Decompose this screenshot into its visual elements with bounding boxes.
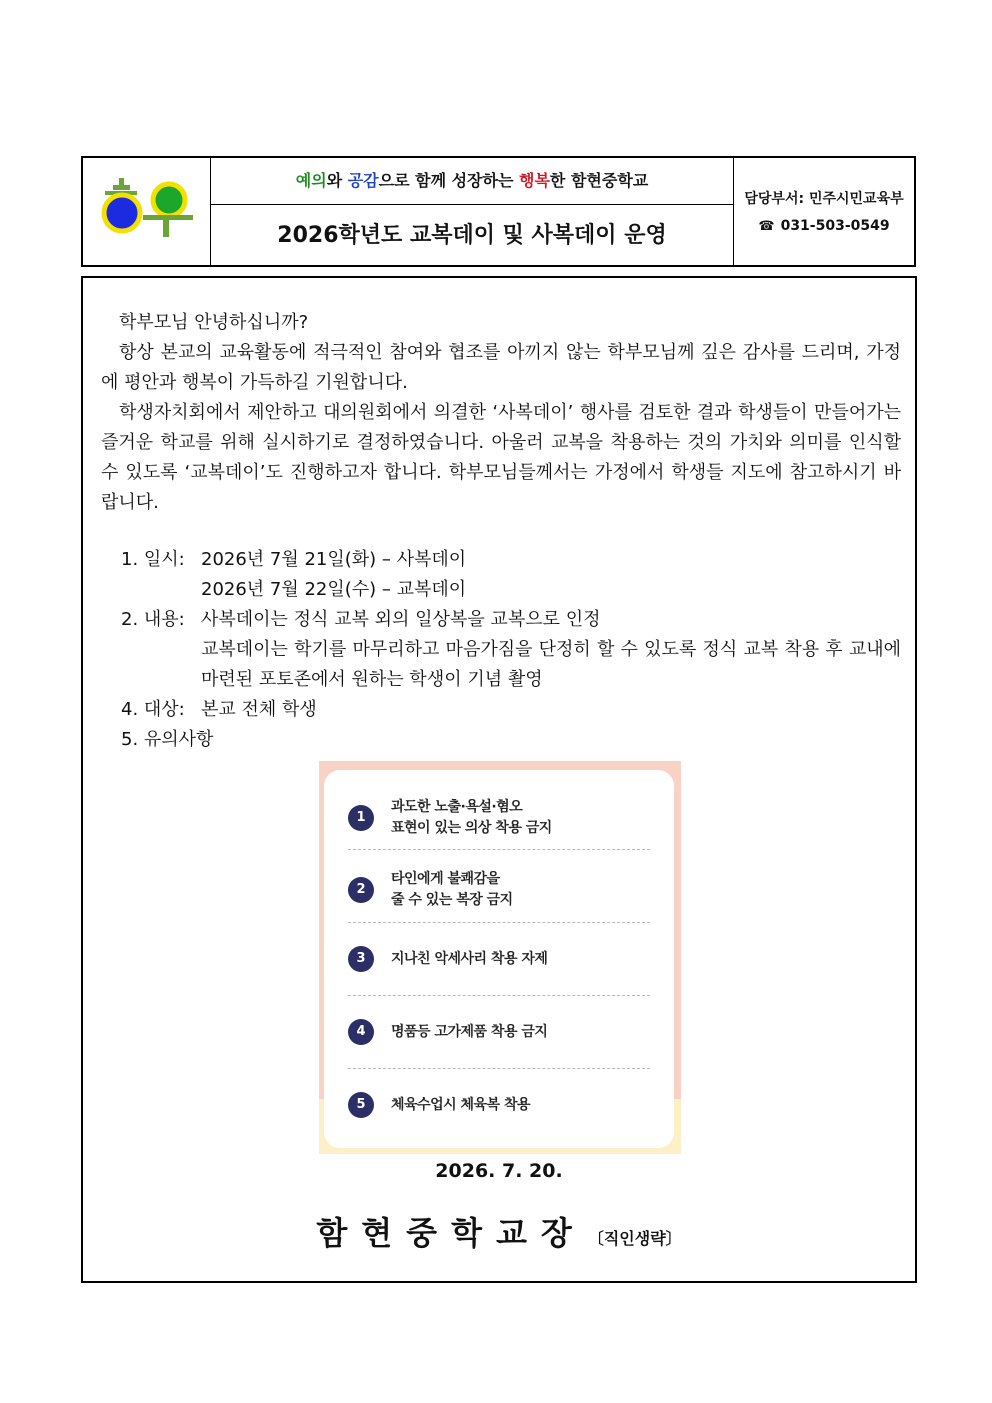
notice-item xyxy=(348,1019,650,1045)
divider xyxy=(348,922,650,923)
schedule-label: 1. 일시: xyxy=(121,549,185,570)
number-badge: 1 xyxy=(348,805,374,831)
slogan-text-2: 으로 함께 성장하는 xyxy=(378,171,519,190)
signature-line xyxy=(83,1208,915,1254)
paragraph-1: 항상 본교의 교육활동에 적극적인 참여와 협조를 아끼지 않는 학부모님께 깊은 감사를 드리며, 가정에 평안과 행복이 가득하길 기원합니다. xyxy=(101,342,901,393)
list-item-content xyxy=(121,605,901,695)
school-logo xyxy=(83,158,210,265)
slogan-text-3: 한 함현중학교 xyxy=(549,171,649,190)
letter-body xyxy=(81,276,917,1283)
notice-item xyxy=(348,797,650,839)
number-badge: 3 xyxy=(348,946,374,972)
header-title-cell xyxy=(211,158,734,265)
school-slogan xyxy=(211,158,733,205)
phone-icon: ☎ xyxy=(758,219,775,234)
department-name: 담당부서: 민주시민교육부 xyxy=(744,191,904,207)
content-line-1: 사복데이는 정식 교복 외의 일상복을 교복으로 인정 xyxy=(201,609,601,630)
principal-signature: 함현중학교장 xyxy=(316,1214,586,1252)
notice-text: 타인에게 불쾌감을 줄 수 있는 복장 금지 xyxy=(391,871,513,908)
notice-text: 체육수업시 체육복 착용 xyxy=(391,1096,530,1113)
document-header xyxy=(81,156,916,267)
number-badge: 2 xyxy=(348,877,374,903)
notice-text: 지나친 악세사리 착용 자제 xyxy=(391,950,548,967)
department-phone xyxy=(734,218,914,234)
slogan-courtesy: 예의 xyxy=(295,171,327,190)
list-item-schedule xyxy=(121,545,901,605)
notice-item xyxy=(348,946,650,972)
issue-date: 2026. 7. 20. xyxy=(435,1160,563,1182)
divider xyxy=(348,1068,650,1069)
seal-omitted-note: 〔직인생략〕 xyxy=(587,1229,682,1248)
slogan-happiness: 행복 xyxy=(519,171,550,190)
document-title: 2026학년도 교복데이 및 사복데이 운영 xyxy=(277,223,667,248)
list-item-target xyxy=(121,695,901,725)
schedule-line-2: 2026년 7월 22일(수) – 교복데이 xyxy=(201,579,467,600)
school-logo-cell xyxy=(83,158,211,265)
department-cell xyxy=(734,158,914,265)
number-badge: 4 xyxy=(348,1019,374,1045)
divider xyxy=(348,849,650,850)
target-value: 본교 전체 학생 xyxy=(201,699,317,720)
notice-text: 명품등 고가제품 착용 금지 xyxy=(391,1023,548,1040)
target-label: 4. 대상: xyxy=(121,699,185,720)
precautions-label: 5. 유의사항 xyxy=(121,729,214,750)
number-badge: 5 xyxy=(348,1092,374,1118)
slogan-text-1: 와 xyxy=(326,171,348,190)
notice-item xyxy=(348,869,650,911)
notice-card xyxy=(324,770,674,1148)
schedule-line-1: 2026년 7월 21일(화) – 사복데이 xyxy=(201,549,467,570)
details-list xyxy=(121,545,901,755)
notice-item xyxy=(348,1092,650,1118)
list-item-precautions xyxy=(121,725,901,755)
phone-number: 031-503-0549 xyxy=(780,218,890,234)
notice-text: 과도한 노출·욕설·혐오 표현이 있는 의상 착용 금지 xyxy=(391,799,552,836)
content-label: 2. 내용: xyxy=(121,609,185,630)
slogan-empathy: 공감 xyxy=(347,171,379,190)
divider xyxy=(348,995,650,996)
greeting: 학부모님 안녕하십니까? xyxy=(119,312,309,333)
paragraph-2: 학생자치회에서 제안하고 대의원회에서 의결한 ‘사복데이’ 행사를 검토한 결과 학생들이 만들어가는 즐거운 학교를 위해 실시하기로 결정하였습니다. 아울러 교복을 착용하는 것의 가치와 의미를 인식할 수 있도록 ‘교복데이’도 진행하고자 합니다. 학부모님들께서는 가정에서 학생들 지도에 참고하시기 바랍니다. xyxy=(101,402,901,513)
content-line-2: 교복데이는 학기를 마무리하고 마음가짐을 단정히 할 수 있도록 정식 교복 착용 후 교내에 마련된 포토존에서 원하는 학생이 기념 촬영 xyxy=(201,639,901,690)
